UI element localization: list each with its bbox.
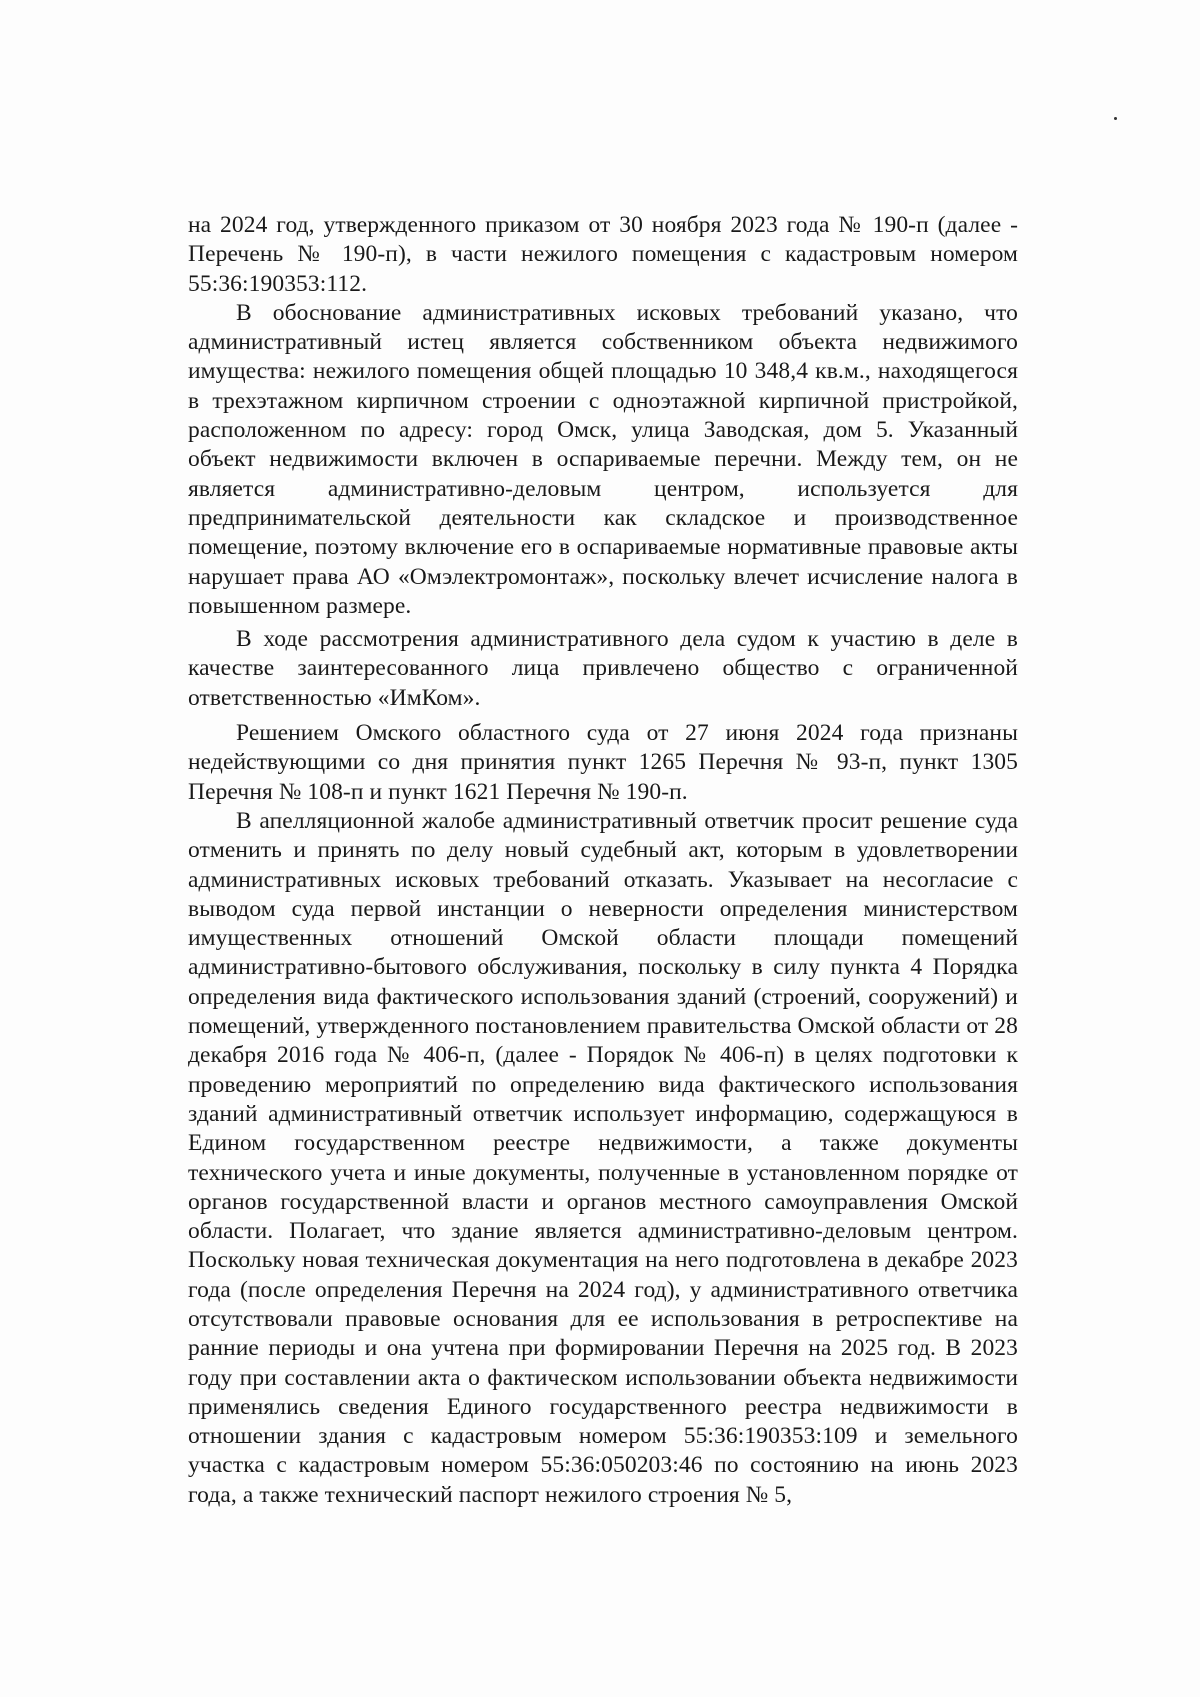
paragraph-court-decision: Решением Омского областного суда от 27 июня 2024 года признаны недействующими со дня принятия пункт 1265 Перечня № 93-п, пункт 1305 Перечня № 108-п и пункт 1621 Перечня № 190-п. — [188, 720, 1018, 805]
paragraph-claim-grounds: В обоснование административных исковых требований указано, что административный истец является собственником объекта недвижимого имущества: нежилого помещения общей площадью 10 348,4 кв.м., находящегося в трехэтажном кирпичном строении с одноэтажной кирпичной пристройкой, расположенном по адресу: город Омск, улица Заводская, дом 5. Указанный объект недвижимости включен в оспариваемые перечни. Между тем, он не является административно-деловым центром, используется для предпринимательской деятельности как складское и производственное помещение, поэтому включение его в оспариваемые нормативные правовые акты нарушает права АО «Омэлектромонтаж», поскольку влечет исчисление налога в повышенном размере. — [188, 299, 1018, 619]
scan-speck — [1114, 117, 1117, 120]
paragraph-continuation: на 2024 год, утвержденного приказом от 30 ноября 2023 года № 190-п (далее - Перечень № 190-п), в части нежилого помещения с кадастровым номером 55:36:190353:112. — [188, 212, 1018, 297]
paragraph-appeal: В апелляционной жалобе административный ответчик просит решение суда отменить и принять по делу новый судебный акт, которым в удовлетворении административных исковых требований отказать. Указывает на несогласие с выводом суда первой инстанции о неверности определения министерством имущественных отношений Омской области площади помещений административно-бытового обслуживания, поскольку в силу пункта 4 Порядка определения вида фактического использования зданий (строений, сооружений) и помещений, утвержденного постановлением правительства Омской области от 28 декабря 2016 года № 406-п, (далее - Порядок № 406-п) в целях подготовки к проведению мероприятий по определению вида фактического использования зданий административный ответчик использует информацию, содержащуюся в Едином государственном реестре недвижимости, а также документы технического учета и иные документы, полученные в установленном порядке от органов государственной власти и органов местного самоуправления Омской области. Полагает, что здание является административно-деловым центром. Поскольку новая техническая документация на него подготовлена в декабре 2023 года (после определения Перечня на 2024 год), у административного ответчика отсутствовали правовые основания для ее использования в ретроспективе на ранние периоды и она учтена при формировании Перечня на 2025 год. В 2023 году при составлении акта о фактическом использовании объекта недвижимости применялись сведения Единого государственного реестра недвижимости в отношении здания с кадастровым номером 55:36:190353:109 и земельного участка с кадастровым номером 55:36:050203:46 по состоянию на июнь 2023 года, а также технический паспорт нежилого строения № 5, — [188, 807, 1018, 1508]
paragraph-interested-party: В ходе рассмотрения административного дела судом к участию в деле в качестве заинтересованного лица привлечено общество с ограниченной ответственностью «ИмКом». — [188, 626, 1018, 711]
document-body — [188, 211, 1018, 1510]
